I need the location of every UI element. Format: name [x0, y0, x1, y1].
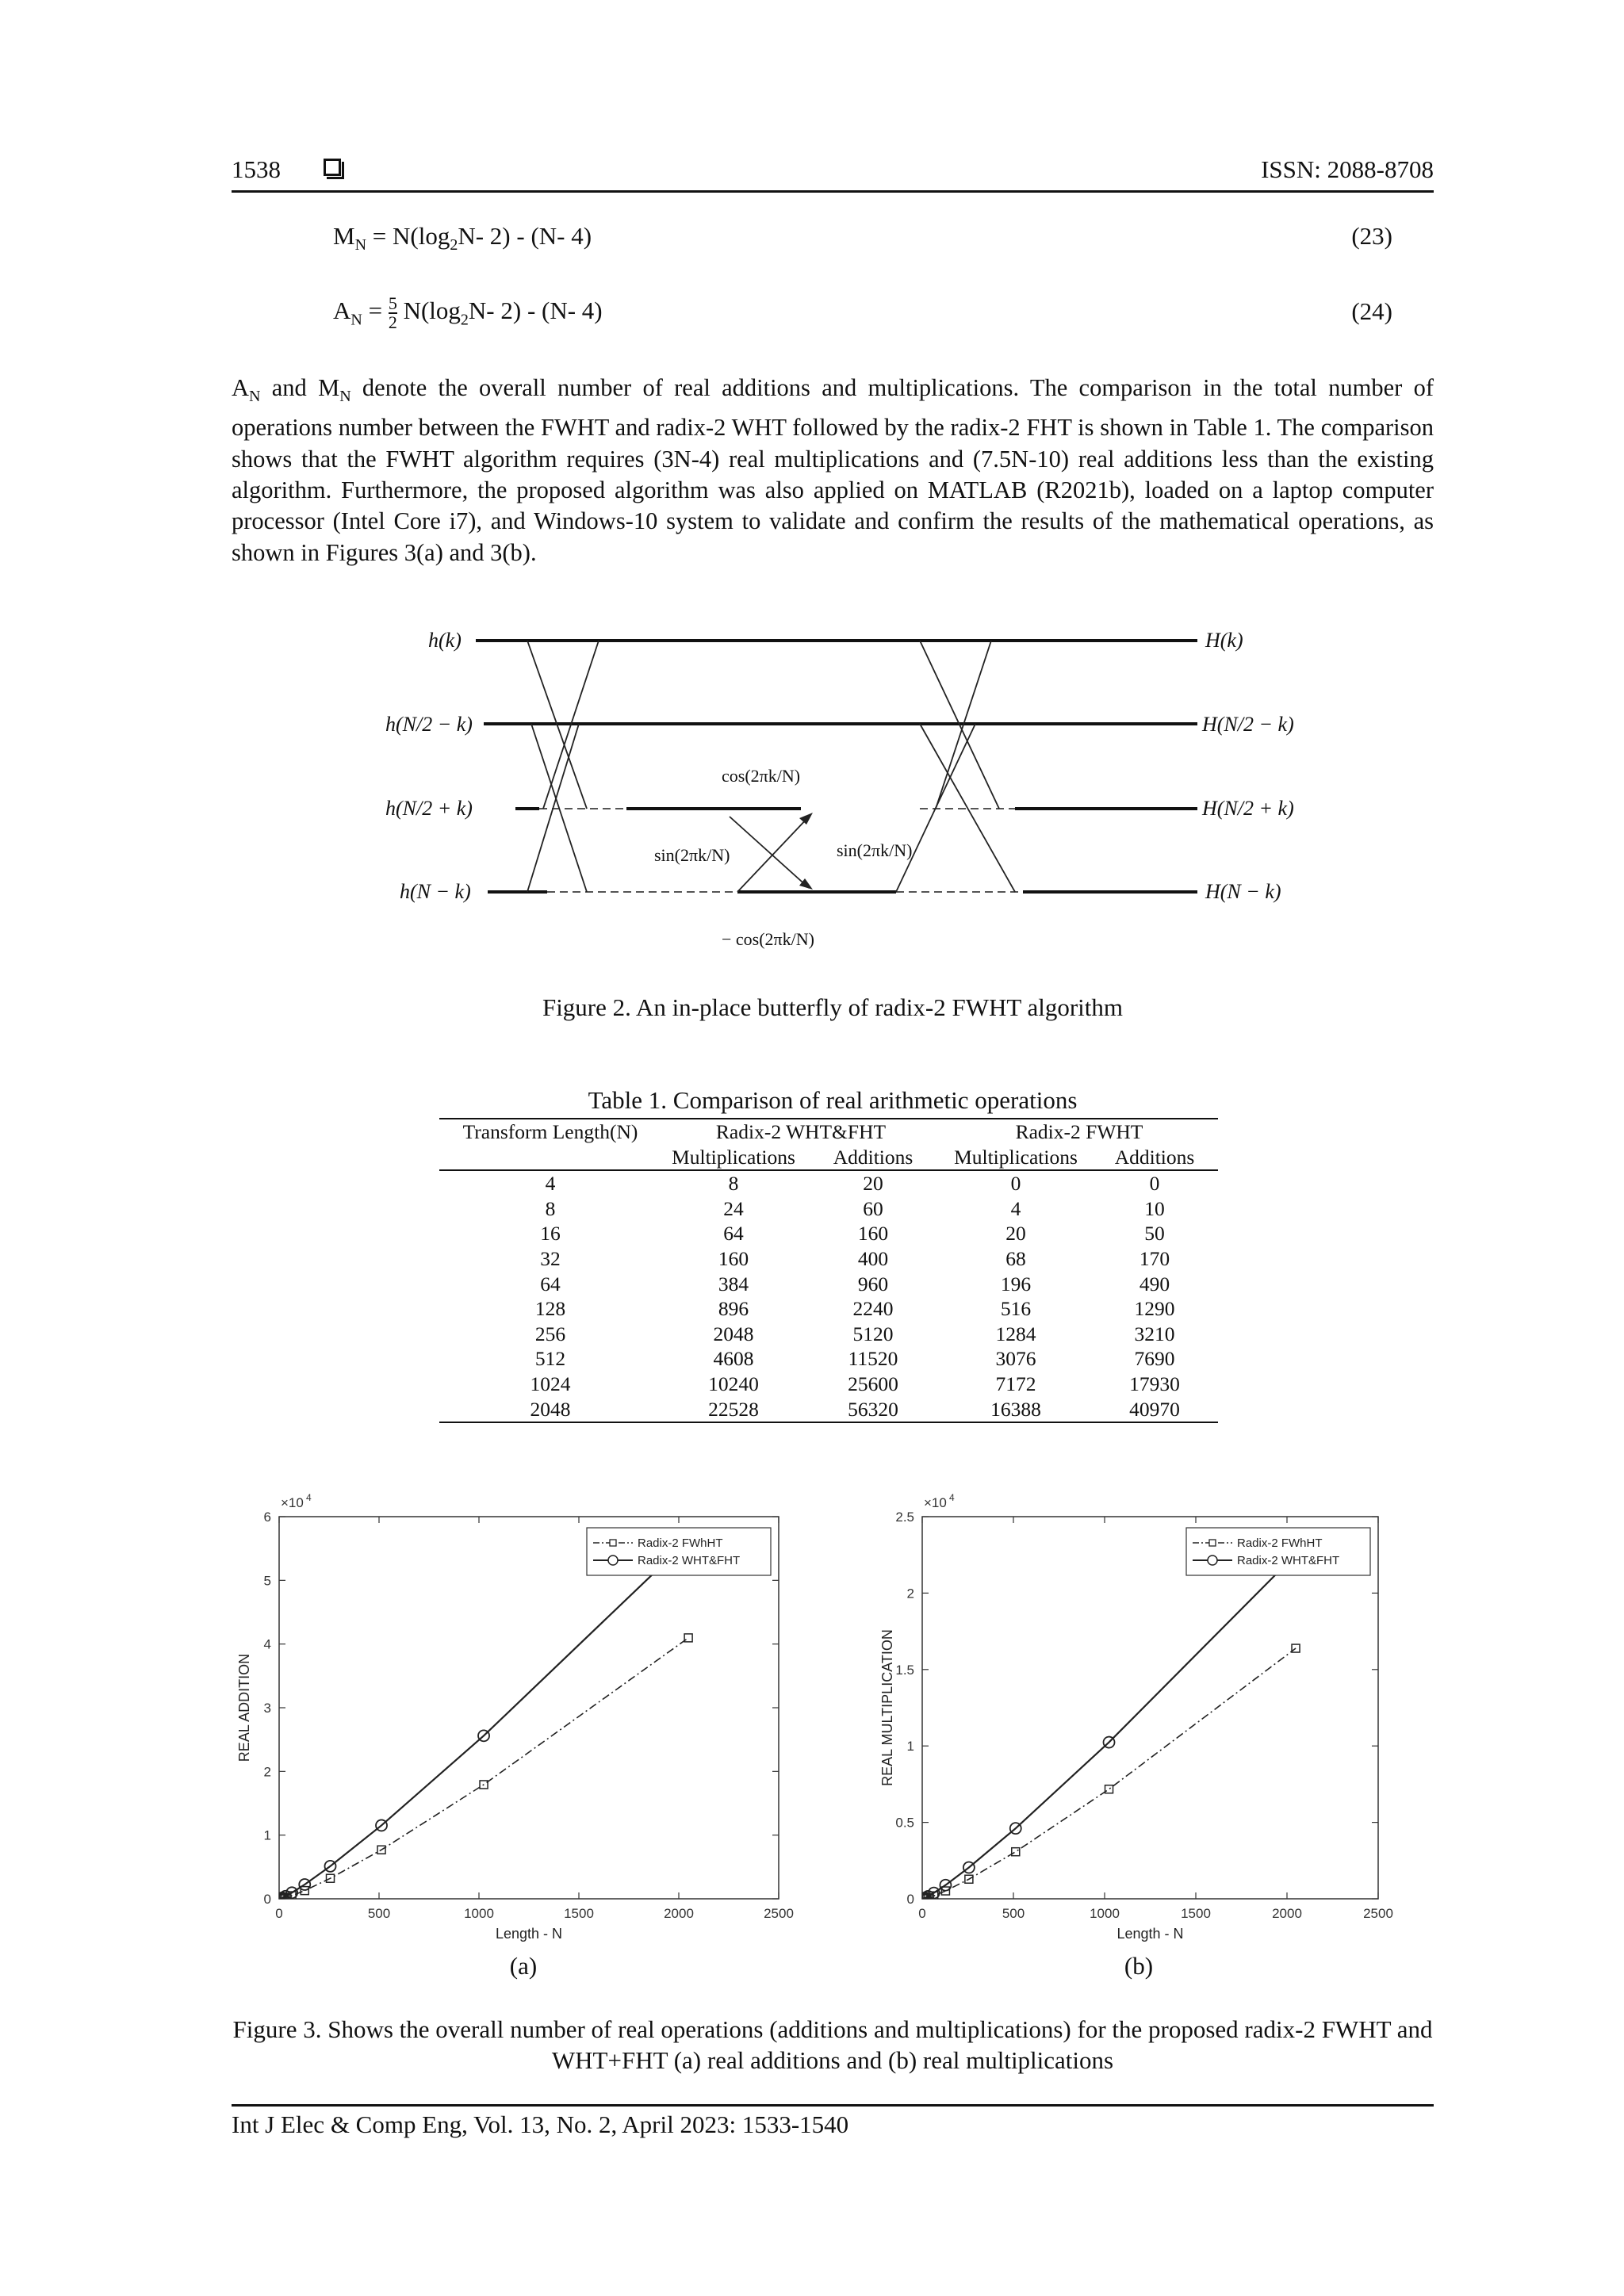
table-row: [439, 1246, 1218, 1272]
table-cell: 22528: [708, 1397, 759, 1421]
equation-number-23: (23): [1351, 222, 1392, 250]
table-subheader-cell: [439, 1145, 661, 1171]
table-cell: 256: [534, 1322, 566, 1345]
y-axis-label: REAL ADDITION: [236, 1653, 252, 1762]
footer-citation: Int J Elec & Comp Eng, Vol. 13, No. 2, April 2023: 1533-1540: [232, 2110, 849, 2138]
table-cell: 160: [718, 1246, 749, 1270]
y-tick-label: 3: [263, 1701, 271, 1716]
square-icon: [324, 159, 341, 176]
table-cell: 384: [718, 1272, 749, 1295]
table-cell: 4: [545, 1172, 556, 1196]
label-H-n-minus-k: H(N − k): [1205, 880, 1281, 903]
coef-sin-left: sin(2πk/N): [654, 845, 730, 865]
panel-label-b: (b): [1124, 1952, 1154, 1980]
x-axis-label: Length - N: [1116, 1926, 1184, 1942]
chart-real-addition: [226, 1475, 805, 1942]
equation-23: $M_N = N(\log_2N-$ 2) - (N- 4): [333, 222, 592, 254]
x-tick-label: 1000: [1090, 1906, 1120, 1921]
table-header-cell: Radix-2 WHT&FHT: [715, 1120, 887, 1143]
label-H-k: H(k): [1205, 629, 1243, 652]
x-tick-label: 1500: [1181, 1906, 1211, 1921]
table-cell: 128: [534, 1297, 566, 1321]
y-tick-label: 4: [263, 1636, 271, 1652]
table-cell: 8: [545, 1196, 556, 1220]
chart-real-multiplication: [868, 1475, 1415, 1942]
page-number: 1538: [232, 155, 281, 183]
table-cell: 10: [1144, 1196, 1165, 1220]
legend-label: Radix-2 WHT&FHT: [1237, 1554, 1340, 1567]
table-cell: 2048: [530, 1397, 571, 1421]
label-H-n2-minus-k: H(N/2 − k): [1202, 713, 1294, 736]
table-body: [439, 1119, 1218, 1422]
table-cell: 32: [540, 1246, 561, 1270]
y-exponent-power: 4: [949, 1492, 955, 1503]
x-tick-label: 2000: [664, 1906, 694, 1921]
table-cell: 2048: [713, 1322, 754, 1345]
equation-24: $A_N$ = $\frac{5}{2}$ $N(\log_2N-$ 2) - (N- 4): [333, 293, 603, 332]
table-row: [439, 1296, 1218, 1322]
label-H-n2-plus-k: H(N/2 + k): [1202, 797, 1294, 820]
table-cell: 400: [857, 1246, 889, 1270]
panel-label-a: (a): [509, 1952, 538, 1980]
x-tick-label: 1000: [464, 1906, 494, 1921]
table-cell: 50: [1144, 1222, 1165, 1246]
table-subheader-cell: Additions: [833, 1145, 914, 1169]
legend-label: Radix-2 FWhHT: [638, 1536, 723, 1550]
figure-3-caption: Figure 3. Shows the overall number of real operations (additions and multiplications) for the proposed radix-2 FWHT and WHT+FHT (a) real additions and (b) real multiplications: [232, 2015, 1433, 2074]
table-cell: 4: [1010, 1196, 1021, 1220]
y-tick-label: 5: [263, 1573, 271, 1589]
label-h-n2-minus-k: h(N/2 − k): [385, 713, 473, 736]
legend-marker: [1208, 1556, 1217, 1565]
cross-line: [730, 817, 809, 888]
y-tick-label: 1: [263, 1827, 271, 1843]
footer-rule: [232, 2104, 1434, 2107]
label-h-k: h(k): [428, 629, 462, 652]
table-subheader-cell: Additions: [1114, 1145, 1195, 1169]
table-cell: 64: [540, 1272, 561, 1295]
table-cell: 1284: [995, 1322, 1036, 1345]
x-tick-label: 2500: [764, 1906, 794, 1921]
body-paragraph: $A_N$ and $M_N$ denote the overall number of real additions and multiplications. The comparison in the total number of operations number between the FWHT and radix-2 WHT followed by the radix-2 FHT is shown in Table 1. The comparison shows that the FWHT algorithm requires (3N-4) real multiplications and (7.5N-10) real additions less than the existing algorithm. Furthermore, the proposed algorithm was also applied on MATLAB (R2021b), loaded on a laptop computer processor (Intel Core i7), and Windows-10 system to validate and confirm the results of the mathematical operations, as shown in Figures 3(a) and 3(b).: [232, 374, 1434, 566]
label-h-n2-plus-k: h(N/2 + k): [385, 797, 473, 820]
table-cell: 16388: [990, 1397, 1041, 1421]
coef-neg-cos: − cos(2πk/N): [722, 929, 814, 949]
table-row: [439, 1372, 1218, 1397]
table-row: [439, 1272, 1218, 1297]
table-subheader-cell: Multiplications: [954, 1145, 1078, 1169]
x-axis-label: Length - N: [495, 1926, 563, 1942]
table-row: [439, 1397, 1218, 1422]
table-row: [439, 1170, 1218, 1196]
y-axis-label: REAL MULTIPLICATION: [879, 1629, 895, 1786]
table-cell: 10240: [708, 1372, 759, 1395]
table-1: [439, 1118, 1218, 1423]
table-row: [439, 1221, 1218, 1246]
table-cell: 20: [863, 1172, 883, 1196]
coef-cos: cos(2πk/N): [722, 766, 801, 786]
legend-marker: [1209, 1540, 1216, 1546]
x-tick-label: 500: [1002, 1906, 1025, 1921]
table-bottom-rule: [439, 1422, 1218, 1423]
y-tick-label: 2: [263, 1764, 271, 1780]
legend: [587, 1528, 771, 1575]
table-cell: 2240: [852, 1297, 894, 1321]
table-cell: 170: [1139, 1246, 1170, 1270]
arrow-head: [799, 813, 813, 825]
cross-line: [737, 817, 809, 892]
y-tick-label: 0.5: [895, 1815, 914, 1831]
y-tick-label: 1.5: [895, 1662, 914, 1678]
table-cell: 5120: [852, 1322, 894, 1345]
table-cell: 960: [857, 1272, 889, 1295]
table-cell: 60: [863, 1196, 883, 1220]
table-row: [439, 1346, 1218, 1372]
table-cell: 490: [1139, 1272, 1170, 1295]
table-cell: 16: [540, 1222, 561, 1246]
x-tick-label: 1500: [564, 1906, 594, 1921]
table-cell: 4608: [713, 1347, 754, 1371]
x-tick-label: 2500: [1363, 1906, 1393, 1921]
y-exponent-label: ×10: [924, 1495, 947, 1510]
coef-sin-right: sin(2πk/N): [837, 840, 913, 860]
x-tick-label: 0: [918, 1906, 926, 1921]
legend: [1186, 1528, 1370, 1575]
table-cell: 7690: [1134, 1347, 1175, 1371]
table-cell: 512: [534, 1347, 566, 1371]
table-cell: 24: [723, 1196, 744, 1220]
y-tick-label: 6: [263, 1510, 271, 1525]
x-tick-label: 500: [367, 1906, 391, 1921]
table-subheader-row: [439, 1145, 1218, 1171]
legend-marker: [608, 1556, 618, 1565]
legend-marker: [610, 1540, 616, 1546]
butterfly-diagram: [349, 610, 1294, 975]
table-1-title: Table 1. Comparison of real arithmetic operations: [588, 1086, 1078, 1114]
comparison-table: [439, 1119, 1218, 1422]
journal-issn: ISSN: 2088-8708: [1261, 155, 1434, 183]
table-cell: 516: [1000, 1297, 1032, 1321]
y-tick-label: 0: [263, 1892, 271, 1907]
x-tick-label: 2000: [1272, 1906, 1302, 1921]
legend-label: Radix-2 WHT&FHT: [638, 1554, 741, 1567]
y-tick-label: 0: [906, 1892, 914, 1907]
table-cell: 1290: [1134, 1297, 1175, 1321]
table-subheader-cell: Multiplications: [672, 1145, 795, 1169]
table-header-row: [439, 1119, 1218, 1145]
arrow-head: [799, 878, 813, 890]
table-cell: 3210: [1134, 1322, 1175, 1345]
table-cell: 25600: [848, 1372, 898, 1395]
table-cell: 11520: [848, 1347, 898, 1371]
legend-label: Radix-2 FWhHT: [1237, 1536, 1323, 1550]
y-tick-label: 2: [906, 1586, 914, 1601]
table-cell: 896: [718, 1297, 749, 1321]
y-exponent-label: ×10: [281, 1495, 304, 1510]
table-cell: 196: [1000, 1272, 1032, 1295]
table-cell: 64: [723, 1222, 744, 1246]
table-cell: 40970: [1129, 1397, 1180, 1421]
table-cell: 7172: [995, 1372, 1036, 1395]
y-tick-label: 1: [906, 1739, 914, 1755]
table-cell: 1024: [530, 1372, 571, 1395]
header-rule: [232, 190, 1434, 193]
table-cell: 20: [1005, 1222, 1026, 1246]
table-row: [439, 1322, 1218, 1347]
table-cell: 56320: [848, 1397, 898, 1421]
table-cell: 0: [1010, 1172, 1021, 1196]
table-cell: 68: [1005, 1246, 1026, 1270]
x-tick-label: 0: [275, 1906, 283, 1921]
y-tick-label: 2.5: [895, 1510, 914, 1525]
table-row: [439, 1196, 1218, 1222]
table-header-cell: Radix-2 FWHT: [1015, 1120, 1143, 1143]
y-exponent-power: 4: [306, 1492, 312, 1503]
label-h-n-minus-k: h(N − k): [400, 880, 471, 903]
table-cell: 0: [1149, 1172, 1160, 1196]
table-cell: 17930: [1129, 1372, 1180, 1395]
table-cell: 160: [857, 1222, 889, 1246]
table-header-cell: Transform Length(N): [462, 1120, 638, 1143]
equation-number-24: (24): [1351, 297, 1392, 325]
table-cell: 8: [728, 1172, 739, 1196]
table-cell: 3076: [995, 1347, 1036, 1371]
figure-2-caption: Figure 2. An in-place butterfly of radix-2 FWHT algorithm: [542, 993, 1124, 1021]
